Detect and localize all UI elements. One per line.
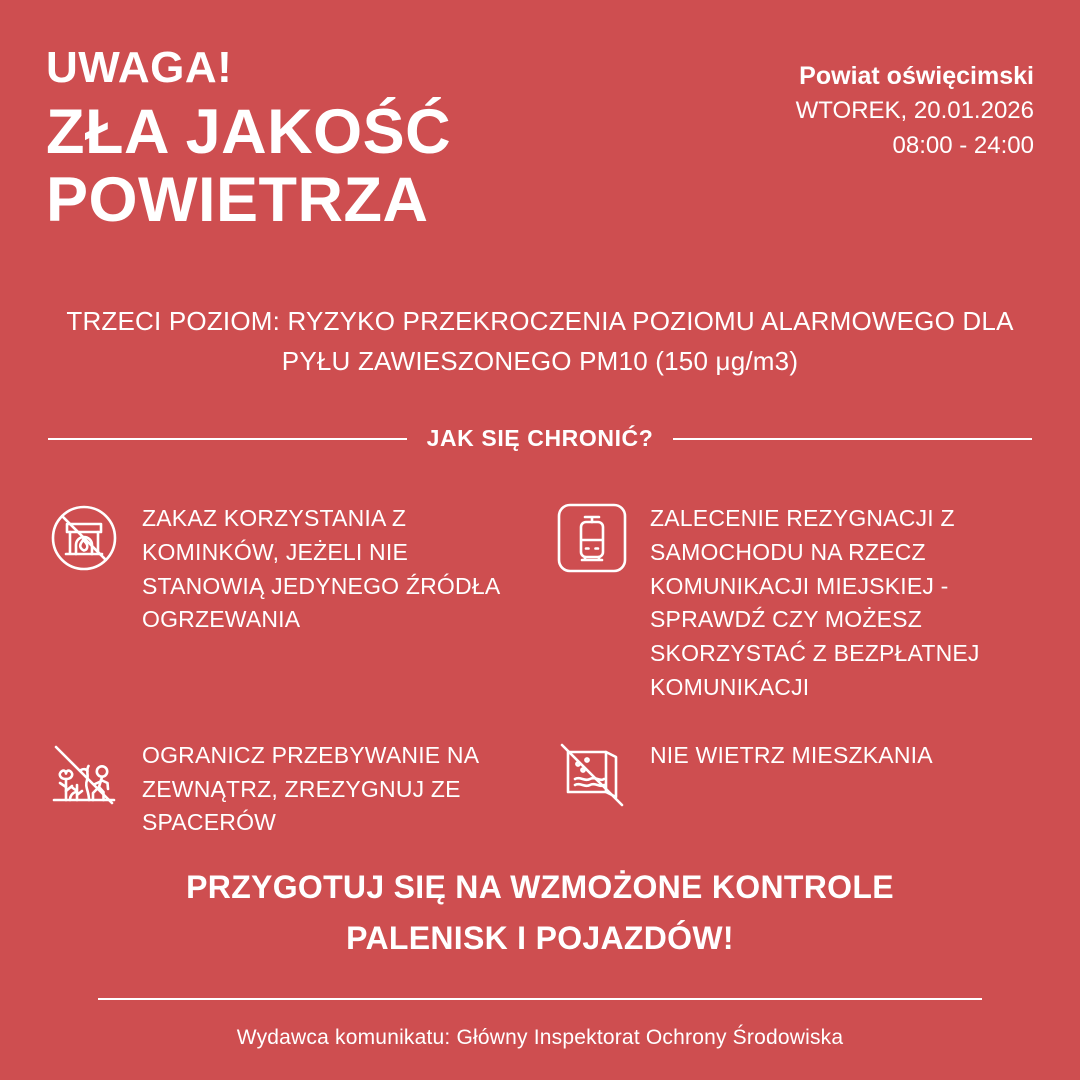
cta-line-1: PRZYGOTUJ SIĘ NA WZMOŻONE KONTROLE — [186, 868, 894, 905]
call-to-action — [46, 862, 1034, 964]
advice-item — [554, 498, 1034, 705]
advice-item — [46, 498, 526, 705]
title-line-2: POWIETRZA — [46, 165, 429, 236]
no-fireplace-icon — [46, 500, 122, 576]
advice-item — [554, 735, 1034, 840]
protection-section-title: JAK SIĘ CHRONIĆ? — [426, 425, 654, 452]
poster-header — [46, 0, 1034, 234]
attention-label: UWAGA! — [46, 43, 233, 92]
alert-description: TRZECI POZIOM: RYZYKO PRZEKROCZENIA POZIOMU ALARMOWEGO DLA PYŁU ZAWIESZONEGO PM10 (150 μg/m3) — [66, 306, 1014, 376]
alert-meta-block — [796, 46, 1034, 164]
advice-item — [46, 735, 526, 840]
headline-block — [46, 43, 452, 236]
cta-line-2: PALENISK I POJAZDÓW! — [346, 919, 734, 956]
tram-icon — [554, 500, 630, 576]
region-label: Powiat oświęcimski — [799, 62, 1034, 90]
divider-rule-right — [673, 438, 1032, 440]
title-line-1: ZŁA JAKOŚĆ — [46, 97, 452, 167]
advice-text: NIE WIETRZ MIESZKANIA — [650, 741, 933, 768]
poster-footer — [46, 998, 1034, 1080]
divider-rule-left — [48, 438, 407, 440]
no-outdoor-walk-icon — [46, 735, 122, 811]
advice-grid — [46, 498, 1034, 840]
alert-date: WTOREK, 20.01.2026 — [795, 97, 1034, 125]
protection-section-divider — [46, 425, 1034, 452]
publisher-label: Wydawca komunikatu: Główny Inspektorat Ochrony Środowiska — [236, 1026, 844, 1049]
no-window-airing-icon — [554, 735, 630, 811]
advice-text: ZALECENIE REZYGNACJI Z SAMOCHODU NA RZECZ KOMUNIKACJI MIEJSKIEJ - SPRAWDŹ CZY MOŻESZ SKORZYSTAĆ Z BEZPŁATNEJ KOMUNIKACJI — [650, 505, 980, 701]
advice-text: OGRANICZ PRZEBYWANIE NA ZEWNĄTRZ, ZREZYGNUJ ZE SPACERÓW — [142, 741, 479, 836]
alert-hours: 08:00 - 24:00 — [892, 132, 1034, 160]
footer-divider — [98, 998, 982, 1000]
advice-text: ZAKAZ KORZYSTANIA Z KOMINKÓW, JEŻELI NIE STANOWIĄ JEDYNEGO ŹRÓDŁA OGRZEWANIA — [142, 505, 500, 633]
